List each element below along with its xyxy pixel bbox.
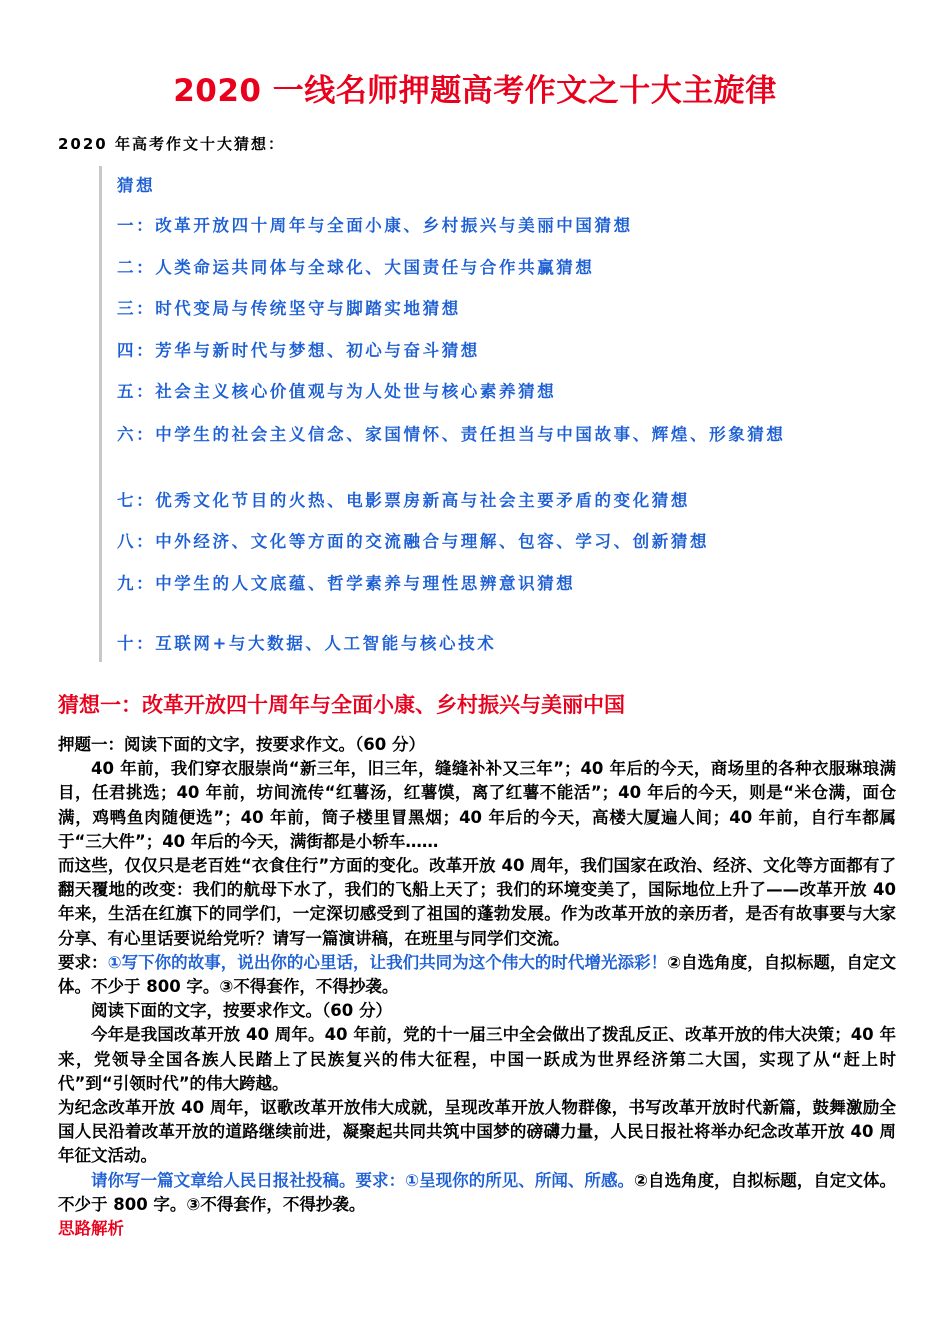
guess-list-box xyxy=(99,166,862,662)
guess-list-item: 九：中学生的人文底蕴、哲学素养与理性思辨意识猜想 xyxy=(117,574,576,593)
prompt-two-paragraph: 今年是我国改革开放 40 周年。40 年前，党的十一届三中全会做出了拨乱反正、改革开放的伟大决策；40 年来，党领导全国各族人民踏上了民族复兴的伟大征程，中国一跃成为世界经济第二大国，实现了从“赶上时代”到“引领时代”的伟大跨越。 xyxy=(58,1025,896,1093)
guess-list-item: 八：中外经济、文化等方面的交流融合与理解、包容、学习、创新猜想 xyxy=(117,532,710,551)
prompt-two-requirements xyxy=(58,1169,896,1217)
requirements-label: 要求： xyxy=(58,952,108,972)
guess-list-item: 六：中学生的社会主义信念、家国情怀、责任担当与中国故事、辉煌、形象猜想 xyxy=(117,425,786,444)
guess-list-heading: 猜想 xyxy=(117,176,156,195)
requirements-highlight: 请你写一篇文章给人民日报社投稿。要求：①呈现你的所见、所闻、所感。 xyxy=(91,1170,635,1190)
guess-list-item: 二：人类命运共同体与全球化、大国责任与合作共赢猜想 xyxy=(117,258,595,277)
prompt-two-paragraph: 为纪念改革开放 40 周年，讴歌改革开放伟大成就，呈现改革开放人物群像，书写改革开放时代新篇，鼓舞激励全国人民沿着改革开放的道路继续前进，凝聚起共同共筑中国梦的磅礴力量，人民日报社将举办纪念改革开放 40 周年征文活动。 xyxy=(58,1098,896,1166)
requirements-highlight: ①写下你的故事，说出你的心里话，让我们共同为这个伟大的时代增光添彩！ xyxy=(107,952,668,972)
requirements-rest: ②自选角度，自拟标题，自定文体。不少于 800 字。③不得套作，不得抄袭。 xyxy=(58,952,896,997)
section-body xyxy=(58,733,896,1241)
document-subtitle: 2020 年高考作文十大猜想： xyxy=(58,135,285,153)
prompt-two-heading: 阅读下面的文字，按要求作文。（60 分） xyxy=(91,1001,392,1021)
guess-list-item: 四：芳华与新时代与梦想、初心与奋斗猜想 xyxy=(117,341,480,360)
guess-list-item: 一：改革开放四十周年与全面小康、乡村振兴与美丽中国猜想 xyxy=(117,216,633,235)
guess-list-item: 十：互联网+与大数据、人工智能与核心技术 xyxy=(117,634,497,653)
requirements-rest: ②自选角度，自拟标题，自定文体。不少于 800 字。③不得套作，不得抄袭。 xyxy=(58,1170,896,1214)
analysis-heading: 思路解析 xyxy=(58,1219,124,1239)
section-title: 猜想一：改革开放四十周年与全面小康、乡村振兴与美丽中国 xyxy=(58,693,625,717)
document-title: 2020 一线名师押题高考作文之十大主旋律 xyxy=(173,73,777,109)
guess-list-item: 三：时代变局与传统坚守与脚踏实地猜想 xyxy=(117,299,461,318)
prompt-one-paragraph: 而这些，仅仅只是老百姓“衣食住行”方面的变化。改革开放 40 周年，我们国家在政治、经济、文化等方面都有了翻天覆地的改变：我们的航母下水了，我们的飞船上天了；我们的环境变美了，国际地位上升了——改革开放 40 年来，生活在红旗下的同学们，一定深切感受到了祖国的蓬勃发展。作为改革开放的亲历者，是否有故事要与大家分享、有心里话要说给党听？请写一篇演讲稿，在班里与同学们交流。 xyxy=(58,856,896,948)
prompt-one-requirements xyxy=(58,951,896,999)
guess-list-item: 五：社会主义核心价值观与为人处世与核心素养猜想 xyxy=(117,382,557,401)
guess-list-item: 七：优秀文化节目的火热、电影票房新高与社会主要矛盾的变化猜想 xyxy=(117,491,690,510)
prompt-one-paragraph: 40 年前，我们穿衣服崇尚“新三年，旧三年，缝缝补补又三年”；40 年后的今天，商场里的各种衣服琳琅满目，任君挑选；40 年前，坊间流传“红薯汤，红薯馍，离了红薯不能活”；40 年后的今天，则是“米仓满，面仓满，鸡鸭鱼肉随便选”；40 年前，筒子楼里冒黑烟；40 年后的今天，高楼大厦遍人间；40 年前，自行车都属于“三大件”；40 年后的今天，满街都是小轿车…… xyxy=(58,759,896,851)
prompt-one-heading: 押题一：阅读下面的文字，按要求作文。（60 分） xyxy=(58,735,425,754)
